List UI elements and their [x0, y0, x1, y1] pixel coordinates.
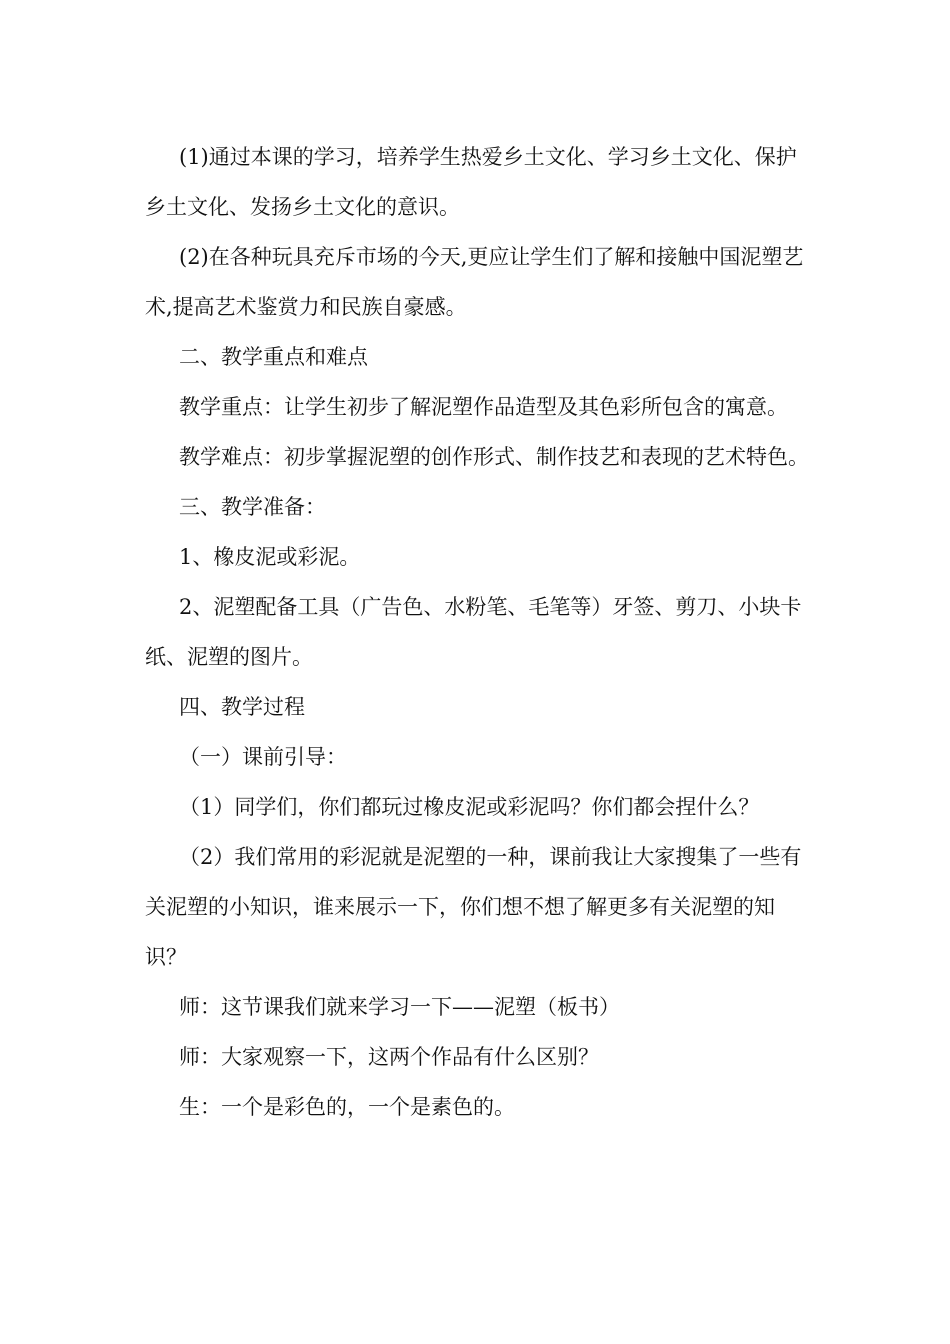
heading-preparation: 三、教学准备：	[179, 495, 326, 519]
paragraph-difficulty: 教学难点：初步掌握泥塑的创作形式、制作技艺和表现的艺术特色。	[179, 445, 809, 469]
paragraph-student-1: 生：一个是彩色的，一个是素色的。	[179, 1095, 515, 1119]
paragraph-intro-1: （1）同学们，你们都玩过橡皮泥或彩泥吗？你们都会捏什么？	[179, 795, 760, 819]
paragraph-teacher-2: 师：大家观察一下，这两个作品有什么区别？	[179, 1045, 599, 1069]
paragraph-key-point: 教学重点：让学生初步了解泥塑作品造型及其色彩所包含的寓意。	[179, 395, 788, 419]
document-body	[145, 132, 815, 1132]
paragraph-preparation-2: 2、泥塑配备工具（广告色、水粉笔、毛笔等）牙签、剪刀、小块卡纸、泥塑的图片。	[145, 595, 802, 669]
subheading-intro: （一）课前引导：	[179, 745, 347, 769]
paragraph-preparation-1: 1、橡皮泥或彩泥。	[179, 545, 361, 569]
paragraph-intro-2: （2）我们常用的彩泥就是泥塑的一种，课前我让大家搜集了一些有关泥塑的小知识，谁来展示一下，你们想不想了解更多有关泥塑的知识？	[145, 845, 802, 969]
heading-key-points: 二、教学重点和难点	[179, 345, 368, 369]
heading-process: 四、教学过程	[179, 695, 305, 719]
paragraph-objective-2: (2)在各种玩具充斥市场的今天,更应让学生们了解和接触中国泥塑艺术,提高艺术鉴赏力和民族自豪感。	[145, 245, 804, 319]
paragraph-teacher-1: 师：这节课我们就来学习一下——泥塑（板书）	[179, 995, 620, 1019]
paragraph-objective-1: (1)通过本课的学习，培养学生热爱乡土文化、学习乡土文化、保护乡土文化、发扬乡土文化的意识。	[145, 145, 797, 219]
